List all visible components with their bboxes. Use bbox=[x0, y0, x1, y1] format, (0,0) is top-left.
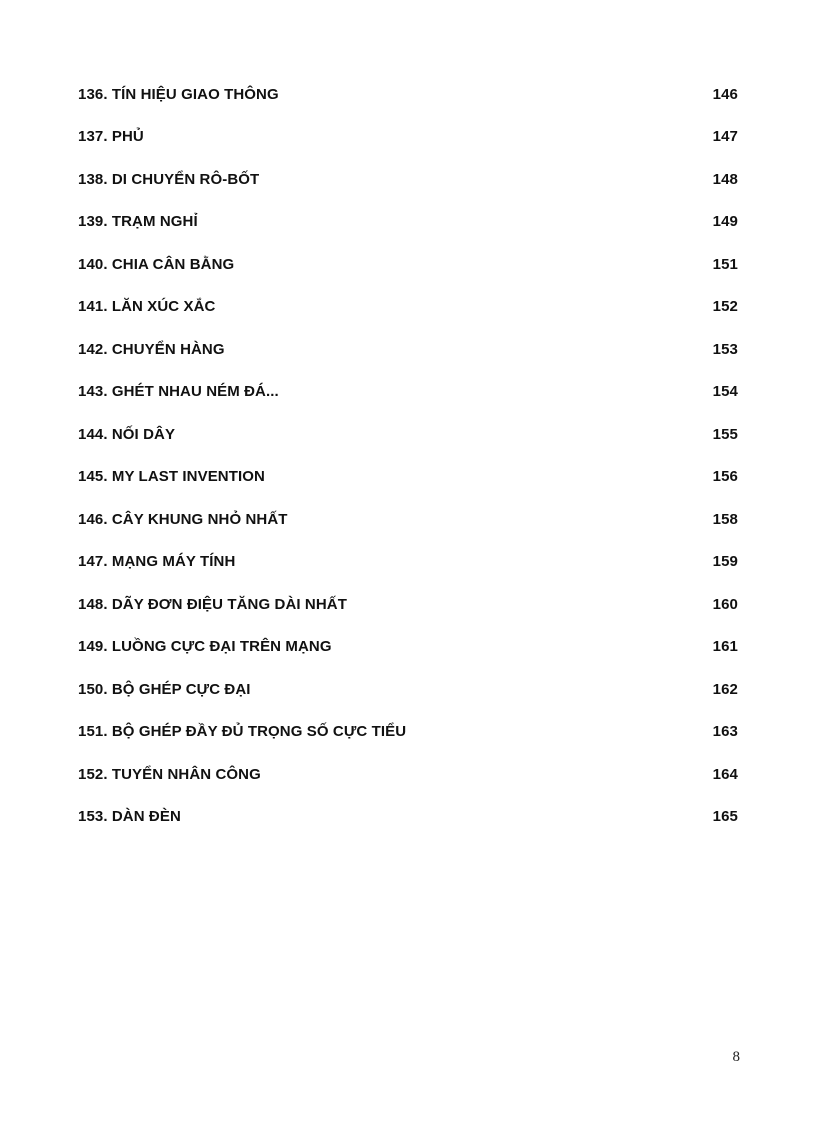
toc-entry-page: 158 bbox=[712, 510, 738, 528]
toc-entry-page: 153 bbox=[712, 340, 738, 358]
page-number: 8 bbox=[732, 1049, 740, 1065]
toc-entry-page: 163 bbox=[712, 723, 738, 741]
toc-entry-title: 151. BỘ GHÉP ĐẦY ĐỦ TRỌNG SỐ CỰC TIỂU bbox=[78, 723, 407, 741]
toc-entry-page: 159 bbox=[712, 553, 738, 571]
toc-entry-title: 140. CHIA CÂN BẰNG bbox=[78, 255, 235, 273]
toc-entry[interactable] bbox=[78, 158, 738, 201]
toc-entry-title: 149. LUỒNG CỰC ĐẠI TRÊN MẠNG bbox=[78, 638, 332, 656]
toc-entry[interactable] bbox=[78, 711, 738, 754]
toc-entry-page: 156 bbox=[712, 468, 738, 486]
toc-entry-page: 161 bbox=[712, 638, 738, 656]
toc-entry[interactable] bbox=[78, 371, 738, 414]
toc-entry-page: 165 bbox=[712, 808, 738, 826]
toc-entry[interactable] bbox=[78, 413, 738, 456]
toc-entry-page: 148 bbox=[712, 170, 738, 188]
toc-entry[interactable] bbox=[78, 201, 738, 244]
toc-entry-title: 153. DÀN ĐÈN bbox=[78, 808, 181, 826]
toc-entry-page: 152 bbox=[712, 298, 738, 316]
toc-entry-title: 150. BỘ GHÉP CỰC ĐẠI bbox=[78, 680, 251, 698]
toc-entry-title: 142. CHUYỂN HÀNG bbox=[78, 340, 225, 358]
toc-entry-title: 145. MY LAST INVENTION bbox=[78, 468, 265, 486]
toc-entry-page: 146 bbox=[712, 85, 738, 103]
toc-entry-title: 136. TÍN HIỆU GIAO THÔNG bbox=[78, 85, 279, 103]
toc-entry-page: 147 bbox=[712, 128, 738, 146]
table-of-contents bbox=[78, 73, 738, 838]
toc-entry-title: 144. NỐI DÂY bbox=[78, 425, 176, 443]
toc-entry-page: 149 bbox=[712, 213, 738, 231]
toc-entry[interactable] bbox=[78, 626, 738, 669]
toc-entry[interactable] bbox=[78, 116, 738, 159]
toc-entry-title: 146. CÂY KHUNG NHỎ NHẤT bbox=[78, 510, 288, 528]
toc-entry-title: 138. DI CHUYỂN RÔ-BỐT bbox=[78, 170, 260, 188]
toc-entry-page: 164 bbox=[712, 765, 738, 783]
toc-entry-page: 162 bbox=[712, 680, 738, 698]
toc-entry-title: 139. TRẠM NGHỈ bbox=[78, 213, 198, 231]
toc-entry-page: 154 bbox=[712, 383, 738, 401]
toc-entry[interactable] bbox=[78, 498, 738, 541]
toc-entry-title: 147. MẠNG MÁY TÍNH bbox=[78, 553, 236, 571]
toc-entry[interactable] bbox=[78, 243, 738, 286]
toc-entry-title: 143. GHÉT NHAU NÉM ĐÁ... bbox=[78, 383, 279, 401]
toc-entry[interactable] bbox=[78, 73, 738, 116]
toc-entry[interactable] bbox=[78, 286, 738, 329]
toc-entry-page: 151 bbox=[712, 255, 738, 273]
toc-entry[interactable] bbox=[78, 583, 738, 626]
toc-entry-title: 141. LĂN XÚC XẮC bbox=[78, 298, 216, 316]
toc-entry-title: 148. DÃY ĐƠN ĐIỆU TĂNG DÀI NHẤT bbox=[78, 595, 347, 613]
toc-entry-page: 160 bbox=[712, 595, 738, 613]
toc-entry-page: 155 bbox=[712, 425, 738, 443]
toc-entry-title: 152. TUYỂN NHÂN CÔNG bbox=[78, 765, 261, 783]
toc-entry[interactable] bbox=[78, 456, 738, 499]
toc-entry[interactable] bbox=[78, 328, 738, 371]
toc-entry-title: 137. PHỦ bbox=[78, 128, 144, 146]
toc-entry[interactable] bbox=[78, 753, 738, 796]
toc-entry[interactable] bbox=[78, 541, 738, 584]
toc-entry[interactable] bbox=[78, 668, 738, 711]
toc-entry[interactable] bbox=[78, 796, 738, 839]
